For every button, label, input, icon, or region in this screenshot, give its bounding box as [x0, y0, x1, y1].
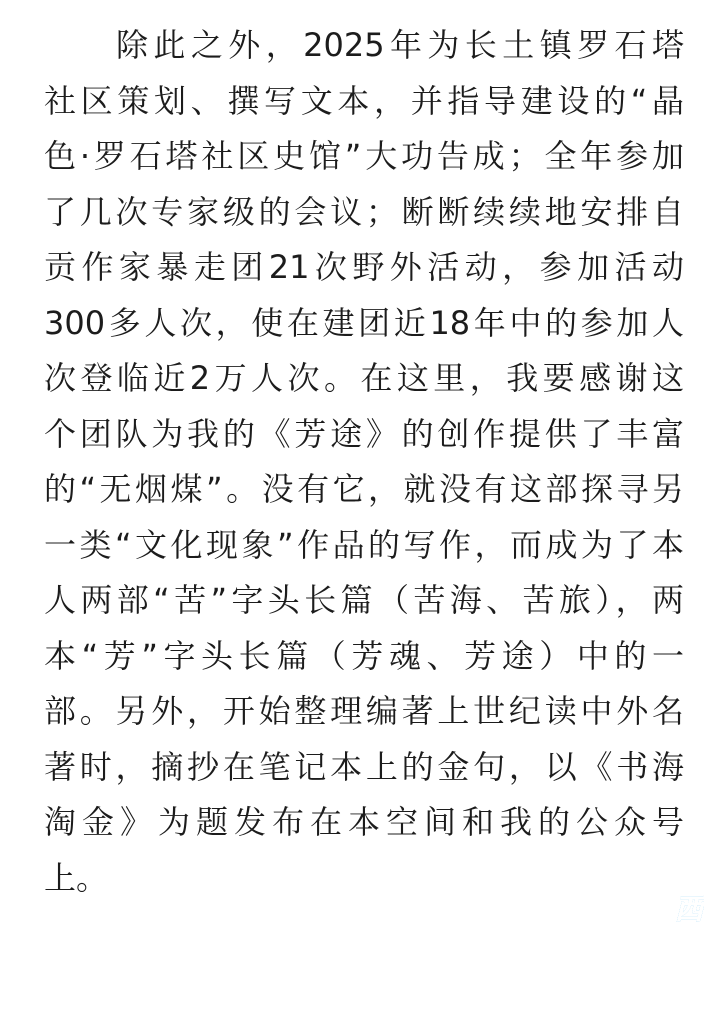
text-line: 淘金》为题发布在本空间和我的公众号: [44, 803, 684, 841]
text-line: 本“芳”字头长篇（芳魂、芳途）中的一: [44, 636, 684, 675]
article-paragraph: [44, 18, 684, 906]
text-line: 社区策划、撰写文本，并指导建设的“晶: [44, 81, 684, 120]
text-line: 人两部“苦”字头长篇（苦海、苦旅），两: [44, 581, 684, 619]
text-line: 个团队为我的《芳途》的创作提供了丰富: [44, 414, 684, 453]
text-line: 300多人次，使在建团近18年中的参加人: [44, 303, 684, 342]
watermark-text: 西泰会馆: [674, 893, 704, 1034]
text-line: 部。另外，开始整理编著上世纪读中外名: [44, 692, 684, 730]
text-line: 上。: [44, 858, 109, 897]
text-line: 除此之外，2025年为长土镇罗石塔: [116, 26, 684, 64]
text-line: 次登临近2万人次。在这里，我要感谢这: [44, 359, 684, 397]
text-line: 了几次专家级的会议；断断续续地安排自: [44, 192, 684, 231]
text-line: 著时，摘抄在笔记本上的金句，以《书海: [44, 747, 684, 786]
text-line: 一类“文化现象”作品的写作，而成为了本: [44, 525, 684, 564]
text-line: 贡作家暴走团21次野外活动，参加活动: [44, 248, 684, 286]
text-line: 的“无烟煤”。没有它，就没有这部探寻另: [44, 470, 684, 508]
text-line: 色·罗石塔社区史馆”大功告成；全年参加: [44, 137, 684, 175]
